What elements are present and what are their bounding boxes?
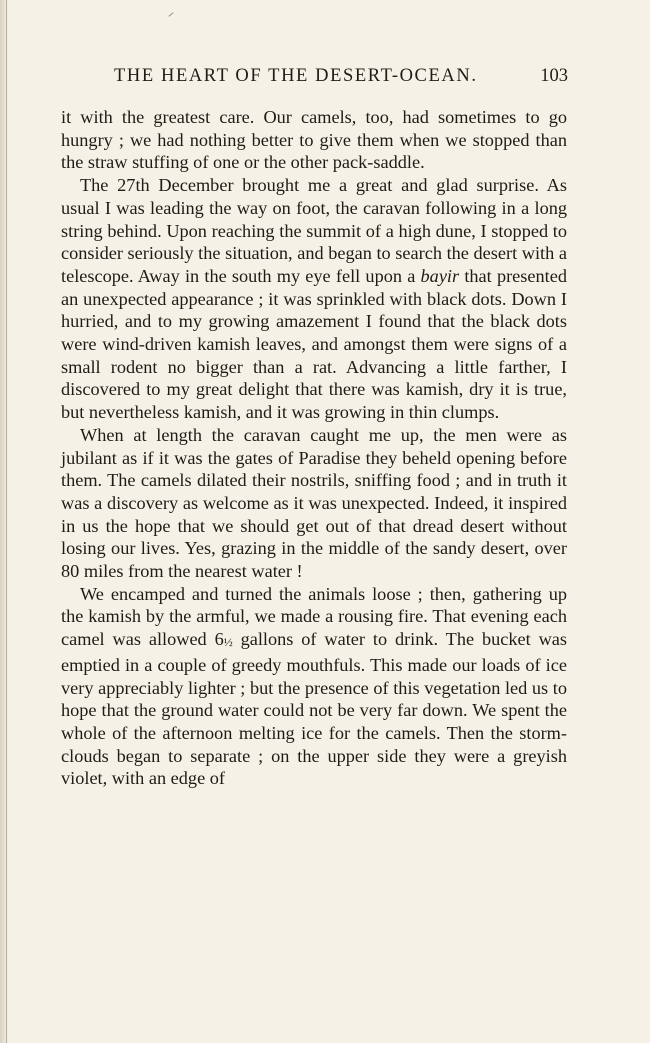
paragraph-4: [61, 583, 567, 790]
paragraph-1: it with the greatest care. Our camels, too, had sometimes to go hungry ; we had nothing better to give them when we stopped than the straw stuffing of one or the other pack-saddle.: [61, 107, 567, 173]
page-edge-line: [6, 0, 7, 1043]
running-title: THE HEART OF THE DESERT-OCEAN.: [114, 66, 478, 86]
emphasis-bayir: bayir: [420, 265, 460, 286]
paragraph-2: [61, 174, 567, 424]
running-header: [62, 64, 568, 90]
paragraph-4-part-2: gallons of water to drink. The bucket was emptied in a couple of greedy mouthfuls. This made our loads of ice very appreciably lighter ; but the presence of this vegetation led us to hope that the ground water could not be very far down. We spent the whole of the afternoon melting ice for the camels. Then the storm-clouds began to separate ; on the upper side they were a greyish violet, with an edge of: [61, 629, 567, 789]
stray-pen-mark: [168, 12, 173, 17]
body-text: [61, 106, 567, 790]
paragraph-2-part-1: The 27th December brought me a great and glad surprise. As usual I was leading the way on foot, the caravan following in a long string behind. Upon reaching the summit of a high dune, I stopped to consider seriously the situation, and began to search the desert with a telescope. Away in the south my eye fell upon a: [61, 175, 567, 286]
paragraph-2-part-2: that presented an unexpected appearance ; it was sprinkled with black dots. Down I hurried, and to my growing amazement I found that the black dots were wind-driven kamish leaves, and amongst them were signs of a small rodent no bigger than a rat. Advancing a little farther, I discovered to my great delight that there was kamish, dry it is true, but nevertheless kamish, and it was growing in thin clumps.: [61, 265, 567, 423]
fraction-half: ½: [223, 635, 233, 650]
page-number: 103: [540, 66, 568, 86]
paragraph-3: When at length the caravan caught me up, the men were as jubilant as if it was the gates of Paradise they beheld opening before them. The camels dilated their nostrils, sniffing food ; and in truth it was a discovery as welcome as it was unexpected. Indeed, it inspired in us the hope that we should get out of that dread desert without losing our lives. Yes, grazing in the middle of the sandy desert, over 80 miles from the nearest water !: [61, 424, 567, 582]
paragraph-4-part-1: We encamped and turned the animals loose ; then, gathering up the kamish by the armful, we made a rousing fire. That evening each camel was allowed 6: [61, 583, 567, 650]
book-spine-shadow: [0, 0, 9, 1043]
